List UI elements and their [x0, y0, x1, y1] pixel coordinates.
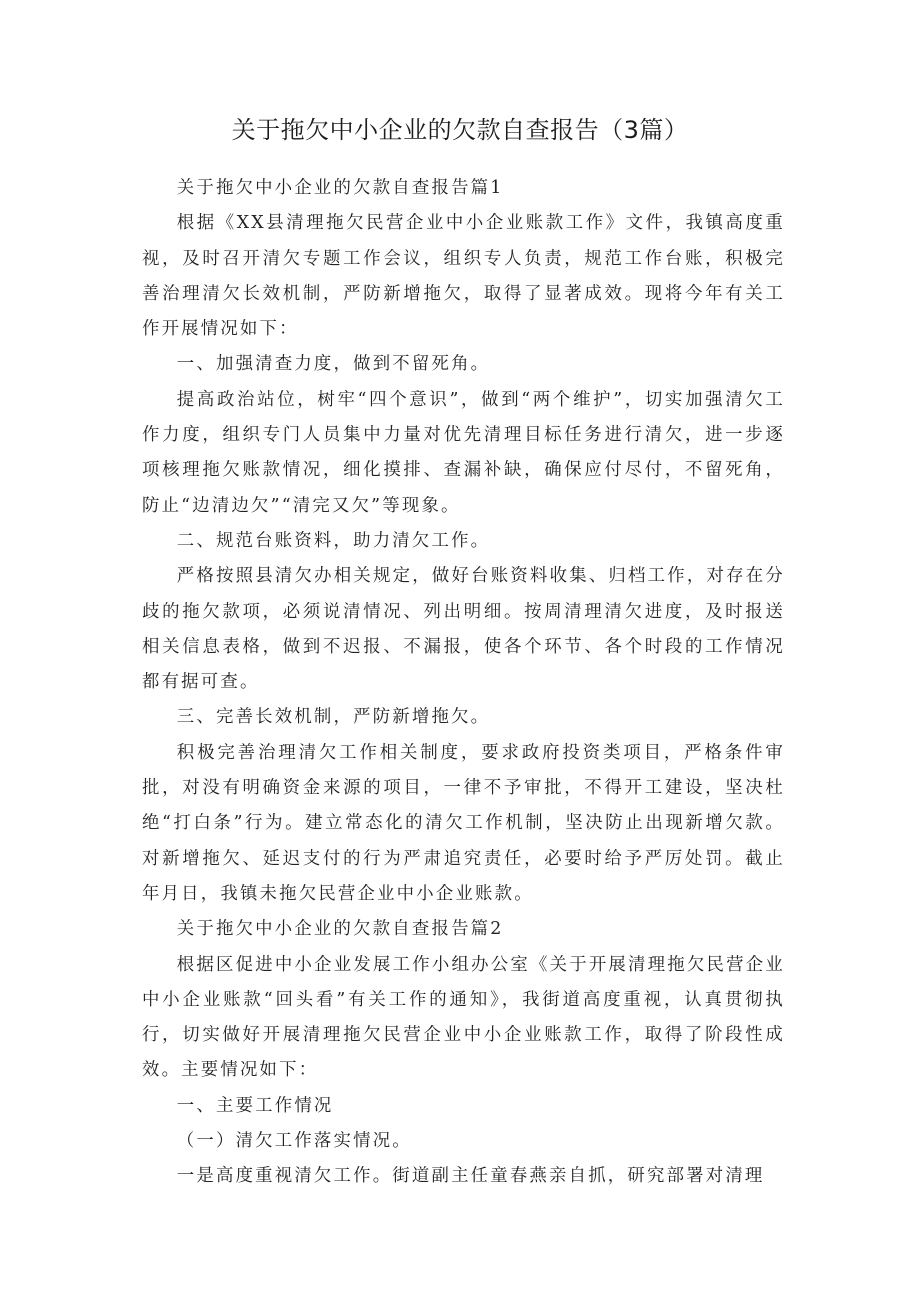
- document-title: 关于拖欠中小企业的欠款自查报告（3篇）: [231, 116, 689, 144]
- subsection-heading: （一）清欠工作落实情况。: [176, 1131, 412, 1152]
- section-heading: 三、完善长效机制，严防新增拖欠。: [176, 707, 491, 728]
- paragraph: 提高政治站位，树牢“四个意识”，做到“两个维护”，切实加强清欠工作力度，组织专门人员集中力量对优先清理目标任务进行清欠，进一步逐项核理拖欠账款情况，细化摸排、查漏补缺，确保应付尽付，不留死角，防止“边清边欠”“清完又欠”等现象。: [142, 389, 785, 516]
- document-body: [142, 171, 785, 1195]
- report-heading-1: 关于拖欠中小企业的欠款自查报告篇1: [176, 178, 504, 198]
- paragraph: 严格按照县清欠办相关规定，做好台账资料收集、归档工作，对存在分歧的拖欠款项，必须说清情况、列出明细。按周清理清欠进度，及时报送相关信息表格，做到不迟报、不漏报，使各个环节、各个时段的工作情况都有据可查。: [142, 566, 785, 693]
- paragraph: 根据区促进中小企业发展工作小组办公室《关于开展清理拖欠民营企业中小企业账款“回头看”有关工作的通知》，我街道高度重视，认真贯彻执行，切实做好开展清理拖欠民营企业中小企业账款工作，取得了阶段性成效。主要情况如下：: [142, 954, 785, 1081]
- paragraph: 一是高度重视清欠工作。街道副主任童春燕亲自抓，研究部署对清理: [176, 1166, 765, 1187]
- paragraph: 根据《XX县清理拖欠民营企业中小企业账款工作》文件，我镇高度重视，及时召开清欠专题工作会议，组织专人负责，规范工作台账，积极完善治理清欠长效机制，严防新增拖欠，取得了显著成效。现将今年有关工作开展情况如下：: [142, 213, 785, 340]
- section-heading: 二、规范台账资料，助力清欠工作。: [176, 530, 491, 551]
- report-heading-2: 关于拖欠中小企业的欠款自查报告篇2: [176, 919, 504, 940]
- section-heading: 一、主要工作情况: [176, 1095, 334, 1116]
- section-heading: 一、加强清查力度，做到不留死角。: [176, 354, 491, 375]
- paragraph: 积极完善治理清欠工作相关制度，要求政府投资类项目，严格条件审批，对没有明确资金来源的项目，一律不予审批，不得开工建设，坚决杜绝“打白条”行为。建立常态化的清欠工作机制，坚决防止出现新增欠款。对新增拖欠、延迟支付的行为严肃追究责任，必要时给予严厉处罚。截止年月日，我镇未拖欠民营企业中小企业账款。: [142, 742, 785, 904]
